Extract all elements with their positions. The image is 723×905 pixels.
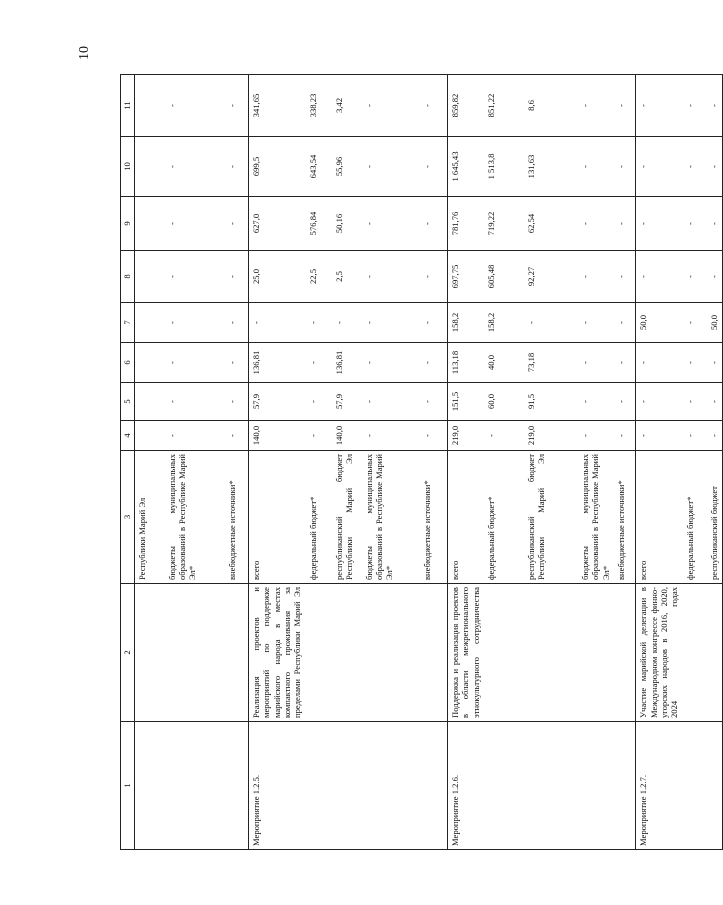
table-row xyxy=(578,75,614,850)
value-col-11: 859,82 xyxy=(448,75,484,137)
value-col-10: - xyxy=(420,137,448,197)
value-col-9: - xyxy=(165,197,225,251)
value-col-5: - xyxy=(362,383,420,421)
value-col-11: - xyxy=(614,75,636,137)
funding-source: бюджеты муниципальных образований в Республике Марий Эл* xyxy=(578,451,614,584)
table-row xyxy=(135,75,165,850)
value-col-9: - xyxy=(578,197,614,251)
value-col-11: - xyxy=(165,75,225,137)
value-col-9: 50,16 xyxy=(332,197,362,251)
measure-title: Поддержка и реализация проектов в области межрегионального этнокультурного сотрудничества xyxy=(448,584,484,722)
measure-title xyxy=(306,584,332,722)
value-col-8: - xyxy=(420,251,448,303)
value-col-8: - xyxy=(636,251,683,303)
value-col-6: - xyxy=(707,343,723,383)
funding-source: федеральный бюджет* xyxy=(306,451,332,584)
value-col-8: 605,48 xyxy=(484,251,524,303)
value-col-6: - xyxy=(636,343,683,383)
measure-id xyxy=(362,722,420,850)
value-col-5: 151,5 xyxy=(448,383,484,421)
page-number: 10 xyxy=(77,46,92,60)
value-col-10: - xyxy=(578,137,614,197)
funding-source: Республики Марий Эл xyxy=(135,451,165,584)
value-col-11: 338,23 xyxy=(306,75,332,137)
header-col-10: 10 xyxy=(121,137,135,197)
value-col-9: 62,54 xyxy=(524,197,578,251)
table-row xyxy=(362,75,420,850)
value-col-9: - xyxy=(362,197,420,251)
value-col-6: - xyxy=(165,343,225,383)
value-col-4: - xyxy=(614,421,636,451)
header-col-3: 3 xyxy=(121,451,135,584)
measure-id xyxy=(135,722,165,850)
header-col-1: 1 xyxy=(121,722,135,850)
table-row xyxy=(306,75,332,850)
header-col-11: 11 xyxy=(121,75,135,137)
measure-title xyxy=(484,584,524,722)
value-col-4: - xyxy=(165,421,225,451)
value-col-6: - xyxy=(578,343,614,383)
value-col-8: - xyxy=(614,251,636,303)
value-col-11: 851,22 xyxy=(484,75,524,137)
value-col-11: - xyxy=(683,75,707,137)
funding-source: республиканский бюджет Республики Марий Эл xyxy=(332,451,362,584)
value-col-10: - xyxy=(683,137,707,197)
table-row xyxy=(524,75,578,850)
value-col-11: - xyxy=(420,75,448,137)
value-col-11: - xyxy=(362,75,420,137)
value-col-7: - xyxy=(165,303,225,343)
header-col-4: 4 xyxy=(121,421,135,451)
measure-title: Участие марийской делегации в Международном конгрессе финно-угорских народов в 2016, 2020, 2024 годах xyxy=(636,584,683,722)
value-col-4: - xyxy=(484,421,524,451)
value-col-6: 73,18 xyxy=(524,343,578,383)
value-col-9: - xyxy=(707,197,723,251)
measure-id xyxy=(683,722,707,850)
value-col-7: - xyxy=(225,303,249,343)
value-col-7: - xyxy=(578,303,614,343)
value-col-7 xyxy=(135,303,165,343)
value-col-7: 50,0 xyxy=(636,303,683,343)
funding-source: всего xyxy=(636,451,683,584)
value-col-4: - xyxy=(636,421,683,451)
table-row xyxy=(420,75,448,850)
value-col-10: - xyxy=(614,137,636,197)
value-col-4: - xyxy=(225,421,249,451)
value-col-10: 131,63 xyxy=(524,137,578,197)
value-col-9: - xyxy=(683,197,707,251)
value-col-7: - xyxy=(524,303,578,343)
header-col-9: 9 xyxy=(121,197,135,251)
value-col-6: - xyxy=(306,343,332,383)
funding-source: федеральный бюджет* xyxy=(484,451,524,584)
rotated-page xyxy=(120,75,719,850)
table-row xyxy=(225,75,249,850)
value-col-10: - xyxy=(362,137,420,197)
measure-id xyxy=(484,722,524,850)
table-row xyxy=(448,75,484,850)
value-col-5: - xyxy=(165,383,225,421)
funding-table xyxy=(120,74,723,850)
value-col-9: 781,76 xyxy=(448,197,484,251)
value-col-8: - xyxy=(362,251,420,303)
value-col-11: - xyxy=(225,75,249,137)
value-col-10: 643,54 xyxy=(306,137,332,197)
value-col-8: 25,0 xyxy=(249,251,306,303)
header-col-6: 6 xyxy=(121,343,135,383)
measure-id xyxy=(420,722,448,850)
table-row xyxy=(484,75,524,850)
value-col-5: - xyxy=(683,383,707,421)
value-col-9: 719,22 xyxy=(484,197,524,251)
measure-id xyxy=(614,722,636,850)
funding-source: внебюджетные источники* xyxy=(420,451,448,584)
measure-title xyxy=(135,584,165,722)
value-col-5: - xyxy=(636,383,683,421)
value-col-11: 341,65 xyxy=(249,75,306,137)
value-col-11: 3,42 xyxy=(332,75,362,137)
value-col-7: 158,2 xyxy=(448,303,484,343)
header-col-7: 7 xyxy=(121,303,135,343)
header-row xyxy=(121,75,135,850)
value-col-8: 2,5 xyxy=(332,251,362,303)
measure-id: Мероприятие 1.2.7. xyxy=(636,722,683,850)
value-col-6: - xyxy=(683,343,707,383)
measure-id xyxy=(306,722,332,850)
table-row xyxy=(614,75,636,850)
value-col-6: - xyxy=(362,343,420,383)
value-col-6: - xyxy=(225,343,249,383)
table-row xyxy=(165,75,225,850)
value-col-4: - xyxy=(707,421,723,451)
value-col-10: 1 645,43 xyxy=(448,137,484,197)
value-col-7: - xyxy=(306,303,332,343)
value-col-4: - xyxy=(683,421,707,451)
value-col-5: - xyxy=(707,383,723,421)
value-col-10: - xyxy=(225,137,249,197)
value-col-6: 113,18 xyxy=(448,343,484,383)
measure-id xyxy=(332,722,362,850)
value-col-11: - xyxy=(636,75,683,137)
value-col-5 xyxy=(135,383,165,421)
value-col-8: 697,75 xyxy=(448,251,484,303)
value-col-6: - xyxy=(420,343,448,383)
value-col-4: - xyxy=(306,421,332,451)
measure-title xyxy=(165,584,225,722)
measure-id xyxy=(707,722,723,850)
value-col-10: - xyxy=(707,137,723,197)
value-col-4: - xyxy=(578,421,614,451)
measure-title xyxy=(524,584,578,722)
funding-source: бюджеты муниципальных образований в Республике Марий Эл* xyxy=(362,451,420,584)
funding-source: внебюджетные источники* xyxy=(614,451,636,584)
funding-source: республиканский бюджет Республики Марий Эл xyxy=(524,451,578,584)
measure-title xyxy=(420,584,448,722)
measure-id: Мероприятие 1.2.5. xyxy=(249,722,306,850)
value-col-7: - xyxy=(362,303,420,343)
value-col-11: - xyxy=(707,75,723,137)
measure-title xyxy=(225,584,249,722)
measure-id: Мероприятие 1.2.6. xyxy=(448,722,484,850)
measure-title xyxy=(614,584,636,722)
measure-title xyxy=(332,584,362,722)
measure-id xyxy=(524,722,578,850)
value-col-8: - xyxy=(225,251,249,303)
funding-source: республиканский бюджет xyxy=(707,451,723,584)
value-col-9: 627,0 xyxy=(249,197,306,251)
value-col-8: - xyxy=(707,251,723,303)
measure-title: Реализация проектов и мероприятий по поддержке марийского народа в местах компактного проживания за пределами Республики Марий Эл xyxy=(249,584,306,722)
value-col-9: - xyxy=(225,197,249,251)
value-col-5: 60,0 xyxy=(484,383,524,421)
table-row xyxy=(636,75,683,850)
value-col-4: - xyxy=(420,421,448,451)
value-col-11 xyxy=(135,75,165,137)
funding-source: федеральный бюджет* xyxy=(683,451,707,584)
table-row xyxy=(332,75,362,850)
table-body xyxy=(135,75,723,850)
value-col-6: - xyxy=(614,343,636,383)
value-col-5: 91,5 xyxy=(524,383,578,421)
funding-source: всего xyxy=(249,451,306,584)
value-col-8 xyxy=(135,251,165,303)
measure-id xyxy=(165,722,225,850)
value-col-10: 699,5 xyxy=(249,137,306,197)
measure-id xyxy=(578,722,614,850)
header-col-2: 2 xyxy=(121,584,135,722)
value-col-4: 140,0 xyxy=(249,421,306,451)
value-col-10: - xyxy=(165,137,225,197)
value-col-6: 40,0 xyxy=(484,343,524,383)
value-col-11: - xyxy=(578,75,614,137)
value-col-7: - xyxy=(249,303,306,343)
value-col-5: 57,9 xyxy=(332,383,362,421)
value-col-4 xyxy=(135,421,165,451)
value-col-5: - xyxy=(306,383,332,421)
funding-source: бюджеты муниципальных образований в Республике Марий Эл* xyxy=(165,451,225,584)
value-col-8: - xyxy=(165,251,225,303)
value-col-4: 219,0 xyxy=(524,421,578,451)
value-col-4: 219,0 xyxy=(448,421,484,451)
value-col-10: 1 513,8 xyxy=(484,137,524,197)
value-col-5: - xyxy=(225,383,249,421)
value-col-5: 57,9 xyxy=(249,383,306,421)
measure-title xyxy=(362,584,420,722)
table-row xyxy=(707,75,723,850)
value-col-7: - xyxy=(420,303,448,343)
value-col-7: 158,2 xyxy=(484,303,524,343)
value-col-8: 22,5 xyxy=(306,251,332,303)
value-col-9: - xyxy=(420,197,448,251)
value-col-8: 92,27 xyxy=(524,251,578,303)
table-row xyxy=(249,75,306,850)
value-col-10 xyxy=(135,137,165,197)
value-col-11: 8,6 xyxy=(524,75,578,137)
value-col-8: - xyxy=(578,251,614,303)
value-col-10: - xyxy=(636,137,683,197)
value-col-7: 50,0 xyxy=(707,303,723,343)
measure-title xyxy=(578,584,614,722)
header-col-5: 5 xyxy=(121,383,135,421)
value-col-5: - xyxy=(578,383,614,421)
header-col-8: 8 xyxy=(121,251,135,303)
value-col-7: - xyxy=(614,303,636,343)
measure-id xyxy=(225,722,249,850)
value-col-9: - xyxy=(614,197,636,251)
value-col-6 xyxy=(135,343,165,383)
value-col-4: - xyxy=(362,421,420,451)
value-col-10: 55,96 xyxy=(332,137,362,197)
value-col-9 xyxy=(135,197,165,251)
value-col-9: 576,84 xyxy=(306,197,332,251)
funding-source: всего xyxy=(448,451,484,584)
value-col-7: - xyxy=(683,303,707,343)
measure-title xyxy=(707,584,723,722)
funding-source: внебюджетные источники* xyxy=(225,451,249,584)
value-col-5: - xyxy=(614,383,636,421)
table-row xyxy=(683,75,707,850)
value-col-6: 136,81 xyxy=(249,343,306,383)
value-col-6: 136,81 xyxy=(332,343,362,383)
value-col-8: - xyxy=(683,251,707,303)
measure-title xyxy=(683,584,707,722)
value-col-9: - xyxy=(636,197,683,251)
value-col-4: 140,0 xyxy=(332,421,362,451)
value-col-7: - xyxy=(332,303,362,343)
value-col-5: - xyxy=(420,383,448,421)
